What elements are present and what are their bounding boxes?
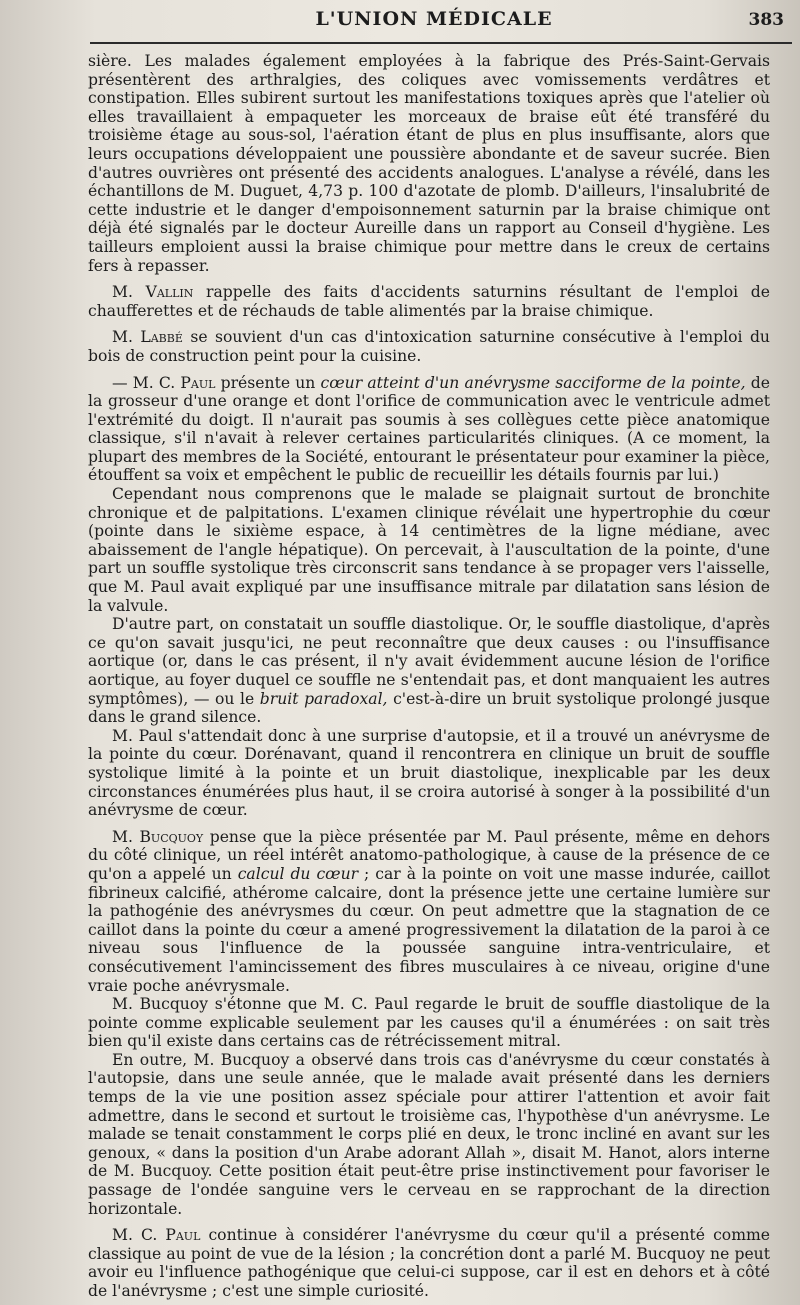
text-segment: D'autre part, on constatait un souffle diastolique. Or, le souffle diastolique, d'après ce qu'on savait jusqu'ici, ne peut reconnaître que deux causes : ou l'insuffisance aortique (or, dans le cas présent, il n'y avait évidemment aucune lésion de l'orifice aortique, au foyer duquel ce souffle ne s'entendait pas, et dont manquaient les autres symptômes), — ou le [88, 615, 770, 708]
text-segment: se souvient d'un cas d'intoxication saturnine consécutive à l'emploi du bois de construction peint pour la cuisine. [88, 328, 770, 365]
paragraph-p10 [88, 1051, 770, 1218]
text-segment: sière. Les malades également employées à la fabrique des Prés-Saint-Gervais présentèrent des arthralgies, des coliques avec vomissements verdâtres et constipation. Elles subirent surtout les manifestations toxiques après que l'atelier où elles travaillaient à empaqueter les morceaux de braise eût été transféré du troisième étage au sous-sol, l'aération étant de plus en plus insuffisante, alors que leurs occupations développaient une poussière abondante et de saveur sucrée. Bien d'autres ouvrières ont présenté des accidents analogues. L'analyse a révélé, dans les échantillons de M. Duguet, 4,73 p. 100 d'azotate de plomb. D'ailleurs, l'insalubrité de cette industrie et le danger d'empoisonnement saturnin par la braise chimique ont déjà été signalés par le docteur Aureille dans un rapport au Conseil d'hygiène. Les tailleurs emploient aussi la braise chimique pour mettre dans le creux de certains fers à repasser. [88, 52, 770, 275]
paragraph-p4 [88, 374, 770, 486]
text-segment: de la grosseur d'une orange et dont l'orifice de communication avec le ventricule admet l'extrémité du doigt. Il n'aurait pas soumis à ses collègues cette pièce anatomique classique, s'il n'avait à relever certaines particularités cliniques. (A ce moment, la plupart des membres de la Société, entourant le présentateur pour examiner la pièce, étouffent sa voix et empêchent le public de recueillir les détails fournis par lui.) [88, 373, 770, 485]
text-segment: M. Paul s'attendait donc à une surprise d'autopsie, et il a trouvé un anévrysme de la pointe du cœur. Dorénavant, quand il rencontrera en clinique un bruit de souffle systolique limité à la pointe et un bruit diastolique, inexplicable par les deux circonstances énumérées plus haut, il se croira autorisé à songer à la possibilité d'un anévrysme de cœur. [88, 726, 770, 820]
text-segment: M. [112, 328, 141, 347]
text-segment: bruit paradoxal, [259, 689, 388, 708]
text-segment: c'est-à-dire un bruit systolique prolongé jusque dans le grand silence. [88, 689, 770, 727]
text-segment: Vallin [145, 283, 194, 302]
article-body [88, 52, 770, 1301]
paragraph-p5 [88, 485, 770, 615]
text-segment: En outre, M. Bucquoy a observé dans trois cas d'anévrysme du cœur constatés à l'autopsie, dans une seule année, que le malade avait présenté dans les derniers temps de la vie une position assez spéciale pour attirer l'attention et avoir fait admettre, dans le second et surtout le troisième cas, l'hypothèse d'un anévrysme. Le malade se tenait constamment le corps plié en deux, le tronc incliné en avant sur les genoux, « dans la position d'un Arabe adorant Allah », disait M. Hanot, alors interne de M. Bucquoy. Cette position était peut-être prise instinctivement pour favoriser le passage de l'ondée sanguine vers le cerveau en se rapprochant de la direction horizontale. [88, 1050, 770, 1218]
paragraph-p9 [88, 995, 770, 1051]
text-segment: présente un [215, 373, 321, 392]
paragraph-p8 [88, 828, 770, 995]
paragraph-p1 [88, 52, 770, 275]
text-segment: Paul [165, 1226, 201, 1245]
text-segment: Paul [180, 373, 216, 392]
text-segment: pense que la pièce présentée par M. Paul présente, même en dehors du côté clinique, un réel intérêt anatomo-pathologique, à cause de la présence de ce qu'on a appelé un [88, 827, 771, 883]
paragraph-p3 [88, 328, 770, 365]
text-segment: — M. C. [112, 373, 181, 392]
paragraph-p7 [88, 727, 770, 820]
text-segment: Cependant nous comprenons que le malade se plaignait surtout de bronchite chronique et de palpitations. L'examen clinique révélait une hypertrophie du cœur (pointe dans le sixième espace, à 14 centimètres de la ligne médiane, avec abaissement de l'angle hépatique). On percevait, à l'auscultation de la pointe, d'une part un souffle systolique très circonscrit sans tendance à se propager vers l'aisselle, que M. Paul avait expliqué par une insuffisance mitrale par dilatation sans lésion de la valvule. [88, 485, 770, 615]
header-rule [90, 42, 792, 44]
journal-title: L'UNION MÉDICALE [315, 8, 553, 30]
page-number: 383 [748, 10, 784, 30]
text-segment: ; car à la pointe on voit une masse indurée, caillot fibrineux calcifié, athérome calcaire, dont la présence jette une certaine lumière sur la pathogénie des anévrysmes du cœur. On peut admettre que la stagnation de ce caillot dans la pointe du cœur a amené progressivement la dilatation de la paroi à ce niveau sous l'influence de la poussée sanguine intra-ventriculaire, et consécutivement l'amincissement des fibres musculaires à ce niveau, origine d'une vraie poche anévrysmale. [88, 864, 770, 995]
text-segment: Labbé [140, 328, 183, 347]
text-segment: calcul du cœur [237, 864, 359, 883]
text-segment: continue à considérer l'anévrysme du cœur qu'il a présenté comme classique au point de vue de la lésion ; la concrétion dont a parlé M. Bucquoy ne peut avoir eu l'influence pathogénique que celui-ci suppose, car il est en dehors et à côté de l'anévrysme ; c'est une simple curiosité. [88, 1226, 771, 1300]
text-segment: M. [112, 283, 146, 302]
running-header [80, 8, 788, 34]
text-segment: M. [112, 827, 140, 846]
text-segment: M. C. [112, 1226, 166, 1245]
text-segment: cœur atteint d'un anévrysme sacciforme de la pointe, [320, 373, 746, 392]
paragraph-p11 [88, 1226, 770, 1300]
paragraph-p6 [88, 615, 770, 727]
text-segment: M. Bucquoy s'étonne que M. C. Paul regarde le bruit de souffle diastolique de la pointe comme explicable seulement par les causes qu'il a énumérées : on sait très bien qu'il existe dans certains cas de rétrécissement mitral. [88, 995, 770, 1051]
paragraph-p2 [88, 283, 770, 320]
text-segment: rappelle des faits d'accidents saturnins résultant de l'emploi de chaufferettes et de réchauds de table alimentés par la braise chimique. [88, 283, 770, 320]
text-segment: Bucquoy [139, 827, 204, 846]
